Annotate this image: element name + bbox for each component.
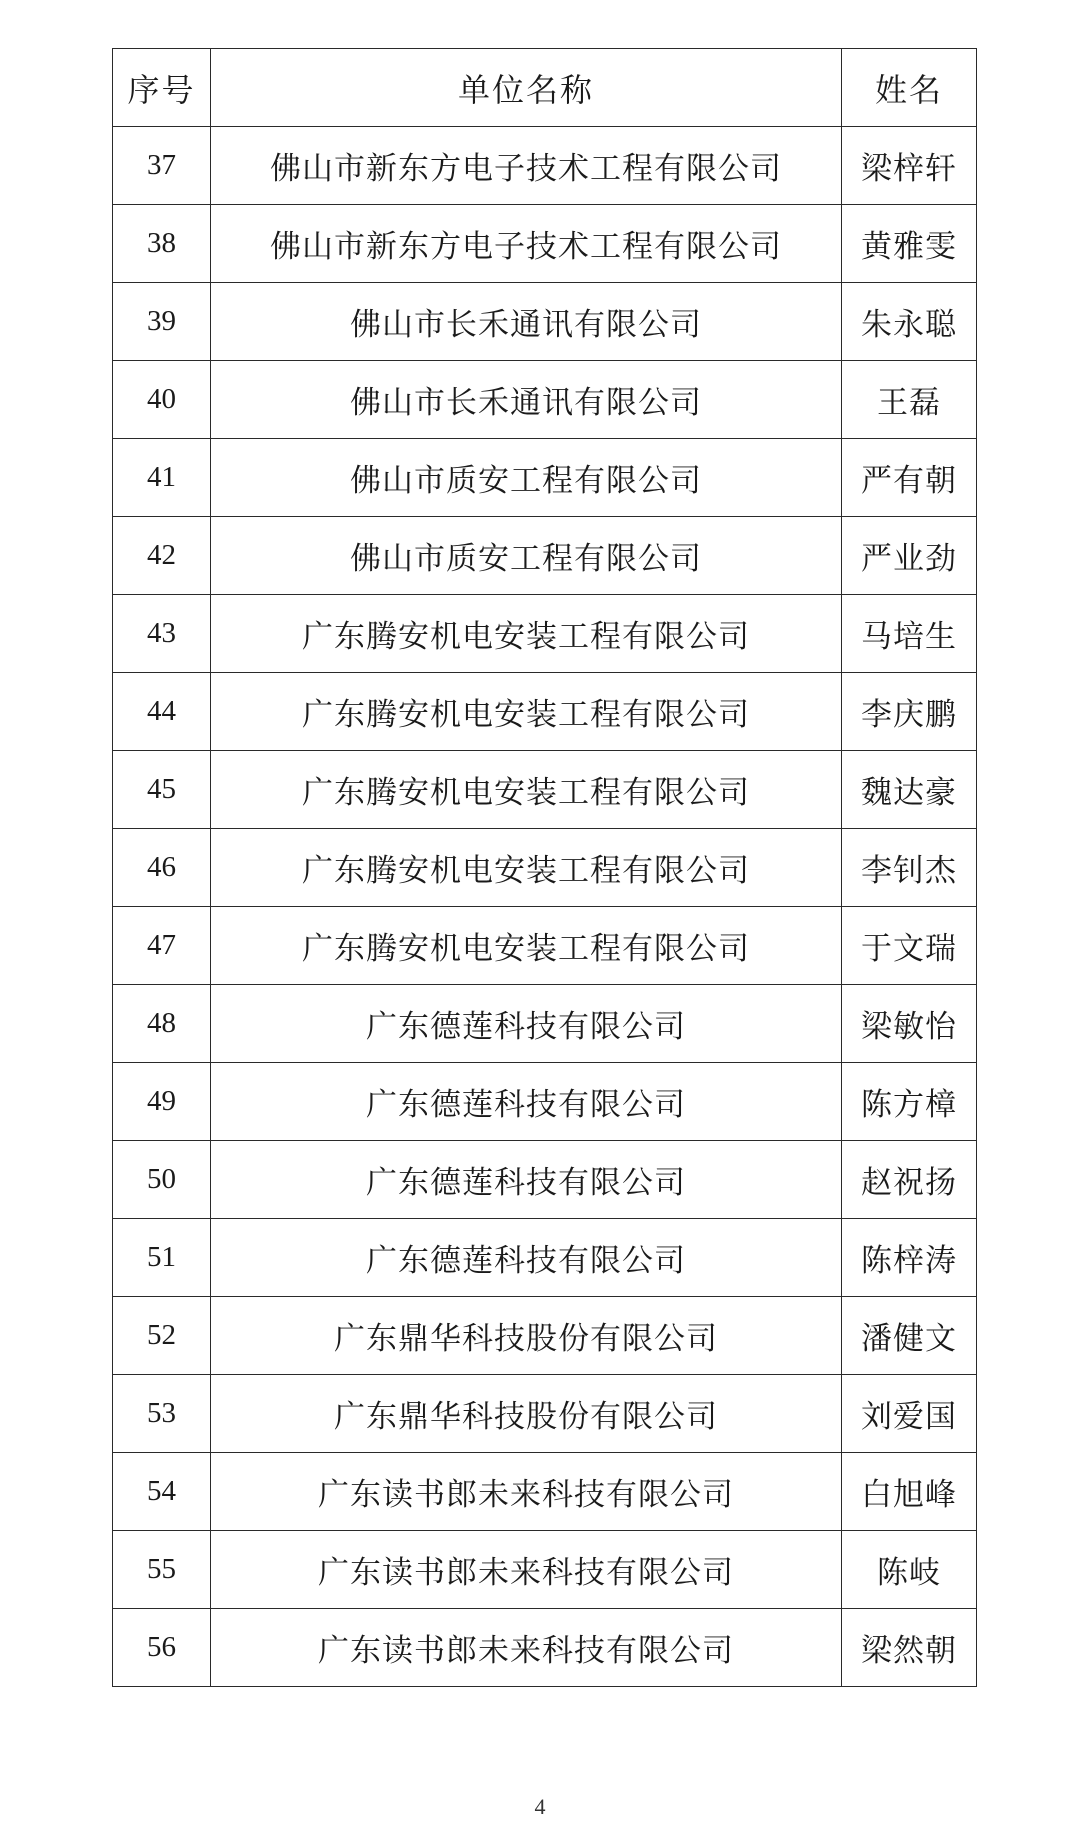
table-row — [113, 361, 977, 439]
row-number: 38 — [113, 205, 211, 283]
table-row — [113, 517, 977, 595]
row-person-name: 梁然朝 — [842, 1609, 977, 1687]
header-row — [113, 49, 977, 127]
row-person-name: 陈方樟 — [842, 1063, 977, 1141]
row-number: 39 — [113, 283, 211, 361]
table-row — [113, 127, 977, 205]
row-person-name: 赵祝扬 — [842, 1141, 977, 1219]
table-row — [113, 985, 977, 1063]
header-number: 序号 — [113, 49, 211, 127]
row-number: 40 — [113, 361, 211, 439]
table-row — [113, 829, 977, 907]
roster-table — [112, 48, 977, 1687]
row-person-name: 魏达豪 — [842, 751, 977, 829]
table-row — [113, 751, 977, 829]
row-organization: 佛山市新东方电子技术工程有限公司 — [211, 205, 842, 283]
row-person-name: 严业劲 — [842, 517, 977, 595]
row-number: 56 — [113, 1609, 211, 1687]
table-row — [113, 439, 977, 517]
row-person-name: 朱永聪 — [842, 283, 977, 361]
row-organization: 广东腾安机电安装工程有限公司 — [211, 907, 842, 985]
row-person-name: 马培生 — [842, 595, 977, 673]
table-row — [113, 1453, 977, 1531]
table-row — [113, 673, 977, 751]
row-person-name: 陈梓涛 — [842, 1219, 977, 1297]
row-person-name: 严有朝 — [842, 439, 977, 517]
row-organization: 广东腾安机电安装工程有限公司 — [211, 595, 842, 673]
table-row — [113, 1141, 977, 1219]
row-organization: 广东读书郎未来科技有限公司 — [211, 1609, 842, 1687]
page-number: 4 — [534, 1794, 546, 1819]
row-person-name: 刘爱国 — [842, 1375, 977, 1453]
row-organization: 广东德莲科技有限公司 — [211, 985, 842, 1063]
table-row — [113, 907, 977, 985]
row-organization: 广东鼎华科技股份有限公司 — [211, 1375, 842, 1453]
row-person-name: 王磊 — [842, 361, 977, 439]
row-person-name: 梁敏怡 — [842, 985, 977, 1063]
row-organization: 广东德莲科技有限公司 — [211, 1219, 842, 1297]
row-person-name: 于文瑞 — [842, 907, 977, 985]
row-organization: 广东读书郎未来科技有限公司 — [211, 1531, 842, 1609]
row-number: 55 — [113, 1531, 211, 1609]
row-number: 41 — [113, 439, 211, 517]
row-number: 52 — [113, 1297, 211, 1375]
table-row — [113, 1063, 977, 1141]
row-organization: 广东鼎华科技股份有限公司 — [211, 1297, 842, 1375]
row-number: 46 — [113, 829, 211, 907]
row-number: 43 — [113, 595, 211, 673]
table-row — [113, 1375, 977, 1453]
row-organization: 佛山市长禾通讯有限公司 — [211, 283, 842, 361]
row-organization: 佛山市新东方电子技术工程有限公司 — [211, 127, 842, 205]
row-person-name: 黄雅雯 — [842, 205, 977, 283]
row-person-name: 白旭峰 — [842, 1453, 977, 1531]
row-number: 51 — [113, 1219, 211, 1297]
row-number: 45 — [113, 751, 211, 829]
row-number: 54 — [113, 1453, 211, 1531]
row-organization: 广东德莲科技有限公司 — [211, 1063, 842, 1141]
row-person-name: 陈岐 — [842, 1531, 977, 1609]
row-person-name: 梁梓轩 — [842, 127, 977, 205]
table-row — [113, 1297, 977, 1375]
row-organization: 广东腾安机电安装工程有限公司 — [211, 829, 842, 907]
row-number: 48 — [113, 985, 211, 1063]
header-name: 姓名 — [842, 49, 977, 127]
row-organization: 佛山市质安工程有限公司 — [211, 439, 842, 517]
table-row — [113, 1219, 977, 1297]
row-number: 44 — [113, 673, 211, 751]
row-person-name: 潘健文 — [842, 1297, 977, 1375]
row-organization: 广东德莲科技有限公司 — [211, 1141, 842, 1219]
table-row — [113, 283, 977, 361]
row-organization: 佛山市长禾通讯有限公司 — [211, 361, 842, 439]
row-number: 53 — [113, 1375, 211, 1453]
row-organization: 佛山市质安工程有限公司 — [211, 517, 842, 595]
row-person-name: 李庆鹏 — [842, 673, 977, 751]
row-number: 47 — [113, 907, 211, 985]
header-organization: 单位名称 — [211, 49, 842, 127]
row-person-name: 李钊杰 — [842, 829, 977, 907]
row-organization: 广东读书郎未来科技有限公司 — [211, 1453, 842, 1531]
row-number: 37 — [113, 127, 211, 205]
row-number: 42 — [113, 517, 211, 595]
table-row — [113, 205, 977, 283]
row-organization: 广东腾安机电安装工程有限公司 — [211, 751, 842, 829]
row-organization: 广东腾安机电安装工程有限公司 — [211, 673, 842, 751]
row-number: 49 — [113, 1063, 211, 1141]
table-row — [113, 1609, 977, 1687]
table-row — [113, 1531, 977, 1609]
table-row — [113, 595, 977, 673]
row-number: 50 — [113, 1141, 211, 1219]
